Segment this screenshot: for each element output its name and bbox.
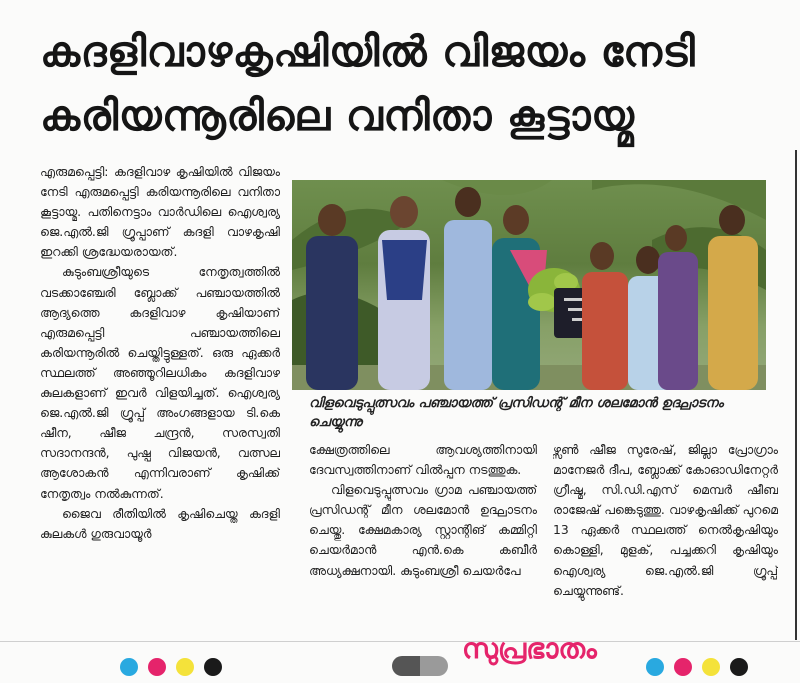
black-dot <box>730 658 748 676</box>
cyan-dot <box>120 658 138 676</box>
column1-paragraph-1: എരുമപ്പെട്ടി: കദളിവാഴ കൃഷിയിൽ വിജയം നേടി എരുമപ്പെട്ടി കരിയന്നൂരിലെ വനിതാ കൂട്ടായ്മ. പതിനെട്ടാം വാർഡിലെ ഐശ്വര്യ ജെ.എൽ.ജി ഗ്രൂപ്പാണ് കദളി വാഴകൃഷി ഇറക്കി ശ്രദ്ധേയരായത്. <box>40 164 280 260</box>
registration-marks-left <box>120 658 222 676</box>
photo-caption: വിളവെടുപ്പുത്സവം പഞ്ചായത്ത് പ്രസിഡന്റ് മീന ശലമോൻ ഉദ്ഘാടനം ചെയ്യുന്നു <box>309 396 724 430</box>
yellow-dot <box>702 658 720 676</box>
article-column-1 <box>40 162 280 618</box>
column-rule <box>795 150 797 640</box>
footer-divider <box>0 641 800 642</box>
column1-paragraph-2: കുടുംബശ്രീയുടെ നേതൃത്വത്തിൽ വടക്കാഞ്ചേരി ബ്ലോക്ക് പഞ്ചായത്തിൽ ആദ്യത്തെ കദളിവാഴ കൃഷിയാണ് എരുമപ്പെട്ടി പഞ്ചായത്തിലെ കരിയന്നൂരിൽ ചെയ്തിട്ടുള്ളത്. ഒരു ഏക്കർ സ്ഥലത്ത് അഞ്ഞൂറിലധികം കദളിവാഴ കുലകളാണ് ഇവർ വിളയിച്ചത്. ഐശ്വര്യ ജെ.എൽ.ജി ഗ്രൂപ്പ് അംഗങ്ങളായ ടി.കെ ഷീന, ഷീജ ചന്ദ്രൻ, സരസ്വതി സദാനന്ദൻ, പുഷ്പ വിജയൻ, വത്സല ആശോകൻ എന്നിവരാണ് കൃഷിക്ക് നേതൃത്വം നൽകുന്നത്. <box>40 264 280 501</box>
black-dot <box>204 658 222 676</box>
yellow-dot <box>176 658 194 676</box>
article-column-2 <box>309 440 537 620</box>
cyan-dot <box>646 658 664 676</box>
article-photo <box>292 180 766 390</box>
registration-bar <box>392 656 448 676</box>
registration-marks-right <box>646 658 748 676</box>
column2-paragraph-2: വിളവെടുപ്പുത്സവം ഗ്രാമ പഞ്ചായത്ത് പ്രസിഡന്റ് മീന ശലമോൻ ഉദ്ഘാടനം ചെയ്തു. ക്ഷേമകാര്യ സ്റ്റാന്റിങ് കമ്മിറ്റി ചെയർമാൻ എൻ.കെ കബീർ അധ്യക്ഷനായി. കുടുംബശ്രീ ചെയർപേ <box>309 482 537 578</box>
article-column-3 <box>553 440 778 620</box>
column3-paragraph-1: ഴ്സൺ ഷീജ സുരേഷ്, ജില്ലാ പ്രോഗ്രാം മാനേജർ ദീപ, ബ്ലോക്ക് കോഓഡിനേറ്റർ ഗ്രീഷ്മ, സി.ഡി.എസ് മെമ്പർ ഷീബ രാജേഷ് പങ്കെടുത്തു. വാഴകൃഷിക്ക് പുറമെ 13 ഏക്കർ സ്ഥലത്ത് നെൽകൃഷിയും കൊള്ളി, മുളക്, പച്ചക്കറി കൃഷിയും ഐശ്വര്യ ജെ.എൽ.ജി ഗ്രൂപ്പ് ചെയ്യുന്നുണ്ട്. <box>553 442 778 598</box>
magenta-dot <box>148 658 166 676</box>
column1-paragraph-3: ജൈവ രീതിയിൽ കൃഷിചെയ്ത കദളി കുലകൾ ഗുരുവായൂർ <box>40 505 280 541</box>
column2-paragraph-1: ക്ഷേത്രത്തിലെ ആവശ്യത്തിനായി ദേവസ്വത്തിനാണ് വിൽപ്പന നടത്തുക. <box>309 442 537 478</box>
magenta-dot <box>674 658 692 676</box>
photo-illustration <box>292 180 766 390</box>
headline-line-2: കരിയന്നൂരിലെ വനിതാ കൂട്ടായ്മ <box>40 91 635 140</box>
headline-line-1: കദളിവാഴകൃഷിയിൽ വിജയം നേടി <box>40 27 696 76</box>
masthead-logo: സുപ്രഭാതം <box>462 632 597 665</box>
headline <box>40 20 780 148</box>
